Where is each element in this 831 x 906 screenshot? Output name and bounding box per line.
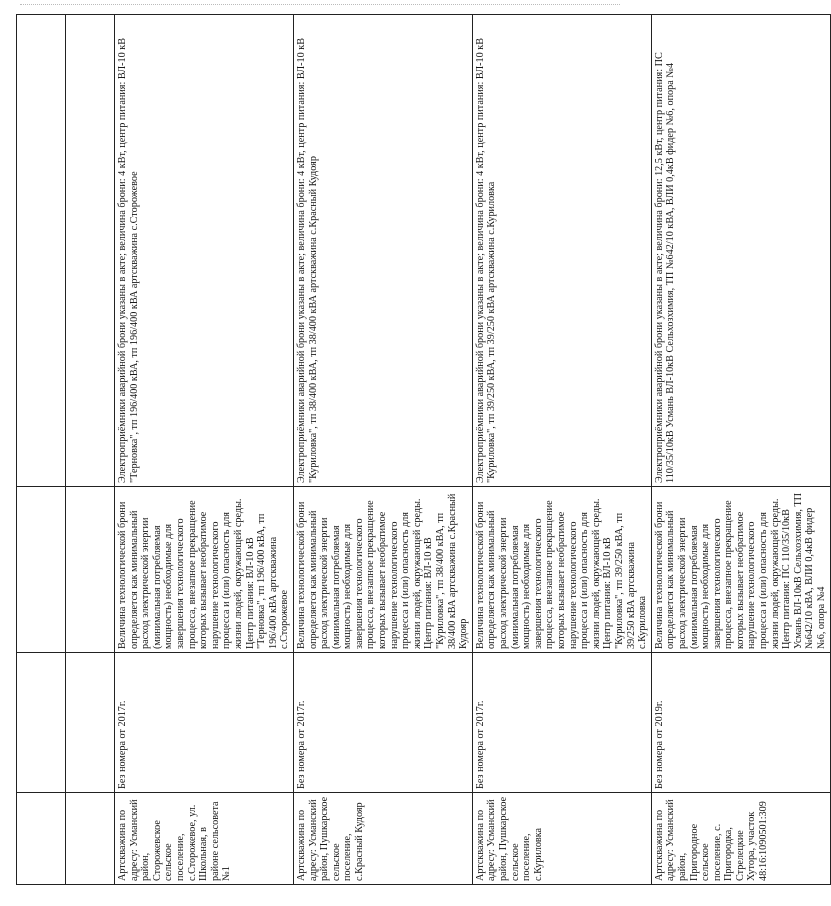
cell-number: Без номера от 2019г. (651, 653, 830, 793)
cell-accident: Электроприёмники аварийной брони указаны в акте; величина брони: 4 кВт, центр питания: ВЛ-10 кВ "Терновка", тп 196/400 кВА, тп 196/400 кВА артскважина с.Сторожевое (115, 15, 294, 487)
table-row (115, 15, 294, 885)
cell-value (66, 487, 115, 653)
cell-facility: Артскважина по адресу: Усманский район, Пушкарское сельское поселение, с.Куриловка (472, 793, 651, 885)
rotated-table-wrapper (16, 15, 828, 885)
scan-edge (20, 4, 620, 6)
cell-facility: Артскважина по адресу: Усманский район, Сторожевское сельское поселение, с.Сторожевое, ул. Школьная, в районе сельсовета №1 (115, 793, 294, 885)
cell-value: Величина технологической брони определяется как минимальный расход электрической энергии (минимальная потребляемая мощность) необходимые для завершения технологического процесса, внезапное прекращение которых вызывает необратимое нарушение технологического процесса и (или) опасность для жизни людей, окружающей среды. Центр питания: ВЛ-10 кВ "Терновка", тп 196/400 кВА, тп 196/400 кВА артскважина с.Сторожевое (115, 487, 294, 653)
cell-accident (17, 15, 66, 487)
cell-number: Без номера от 2017г. (293, 653, 472, 793)
cell-facility (17, 793, 66, 885)
cell-facility: Артскважина по адресу: Усманский район, Пушкарское сельское поселение, с.Красный Кудояр (293, 793, 472, 885)
cell-value: Величина технологической брони определяется как минимальный расход электрической энергии (минимальная потребляемая мощность) необходимые для завершения технологического процесса, внезапное прекращение которых вызывает необратимое нарушение технологического процесса и (или) опасность для жизни людей, окружающей среды. Центр питания: ВЛ-10 кВ "Куриловка", тп 39/250 кВА, тп 39/250 кВА артскважина с.Куриловка (472, 487, 651, 653)
cell-value: Величина технологической брони определяется как минимальный расход электрической энергии (минимальная потребляемая мощность) необходимые для завершения технологического процесса, внезапное прекращение которых вызывает необратимое нарушение технологического процесса и (или) опасность для жизни людей, окружающей среды. Центр питания: ПС 110/35/10кВ Усмань ВЛ-10кВ Сельхозхимия, ТП №642/10 кВА, ВЛИ 0,4кВ фидер №6, опора №4 (651, 487, 830, 653)
cell-facility: Артскважина по адресу: Усманский район, Пригородное сельское поселение, с. Пригородка, Стрелецкие Хутора, участок 48:16:1090501:309 (651, 793, 830, 885)
reserve-table (16, 14, 831, 885)
cell-accident: Электроприёмники аварийной брони указаны в акте; величина брони: 4 кВт, центр питания: ВЛ-10 кВ "Куриловка", тп 38/400 кВА, тп 38/400 кВА артскважина с.Красный Кудояр (293, 15, 472, 487)
table-row-empty-2 (66, 15, 115, 885)
cell-accident: Электроприёмники аварийной брони указаны в акте; величина брони: 4 кВт, центр питания: ВЛ-10 кВ "Куриловка", тп 39/250 кВА, тп 39/250 кВА артскважина с.Куриловка (472, 15, 651, 487)
cell-number: Без номера от 2017г. (472, 653, 651, 793)
table-row-empty-1 (17, 15, 66, 885)
cell-value: Величина технологической брони определяется как минимальный расход электрической энергии (минимальная потребляемая мощность) необходимые для завершения технологического процесса, внезапное прекращение которых вызывает необратимое нарушение технологического процесса и (или) опасность для жизни людей, окружающей среды. Центр питания: ВЛ-10 кВ "Куриловка", тп 38/400 кВА, тп 38/400 кВА артскважина с.Красный Кудояр (293, 487, 472, 653)
cell-number (66, 653, 115, 793)
table-row (651, 15, 830, 885)
cell-facility (66, 793, 115, 885)
cell-number (17, 653, 66, 793)
table-row (472, 15, 651, 885)
cell-accident: Электроприёмники аварийной брони указаны в акте; величина брони: 12,5 кВт, центр питания: ПС 110/35/10кВ Усмань ВЛ-10кВ Сельхозхимия, ТП №642/10 кВА, ВЛИ 0,4кВ фидер №6, опора №4 (651, 15, 830, 487)
table-row (293, 15, 472, 885)
cell-number: Без номера от 2017г. (115, 653, 294, 793)
cell-value (17, 487, 66, 653)
cell-accident (66, 15, 115, 487)
